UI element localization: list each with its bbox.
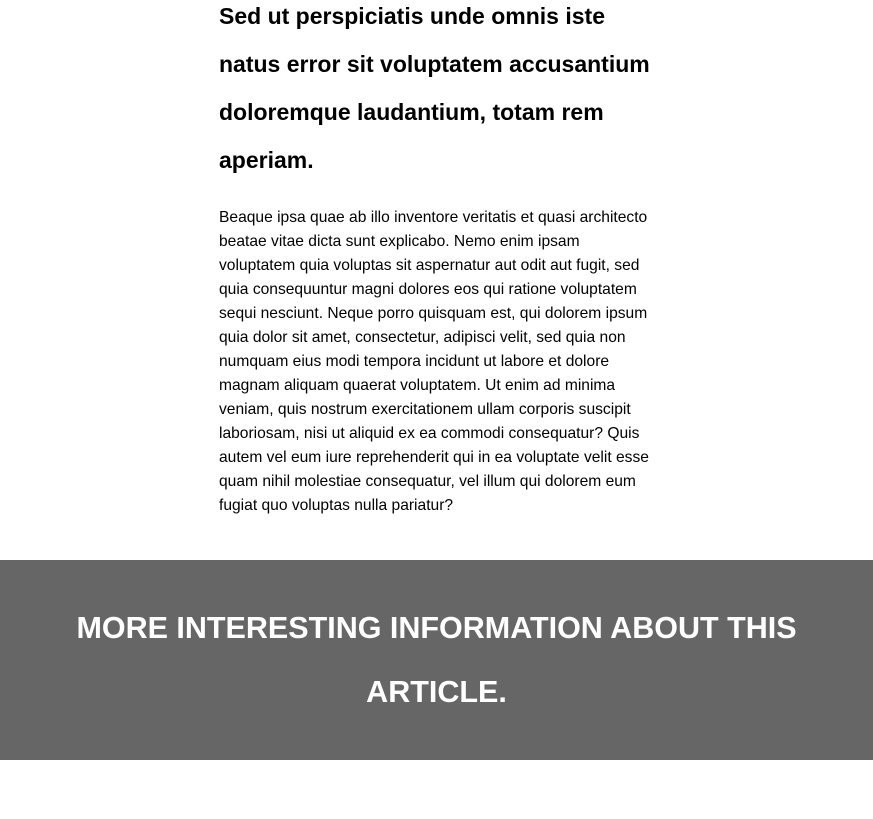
info-banner — [0, 560, 873, 760]
banner-heading: MORE INTERESTING INFORMATION ABOUT THIS ARTICLE. — [76, 611, 797, 709]
article-title: Sed ut perspiciatis unde omnis iste natus error sit voluptatem accusantium doloremque laudantium, totam rem aperiam. — [219, 3, 650, 173]
article — [219, 0, 659, 518]
article-body: Beaque ipsa quae ab illo inventore veritatis et quasi architecto beatae vitae dicta sunt explicabo. Nemo enim ipsam voluptatem quia voluptas sit aspernatur aut odit aut fugit, sed quia consequuntur magni dolores eos qui ratione voluptatem sequi nesciunt. Neque porro quisquam est, qui dolorem ipsum quia dolor sit amet, consectetur, adipisci velit, sed quia non numquam eius modi tempora incidunt ut labore et dolore magnam aliquam quaerat voluptatem. Ut enim ad minima veniam, quis nostrum exercitationem ullam corporis suscipit laboriosam, nisi ut aliquid ex ea commodi consequatur? Quis autem vel eum iure reprehenderit qui in ea voluptate velit esse quam nihil molestiae consequatur, vel illum qui dolorem eum fugiat quo voluptas nulla pariatur? — [219, 209, 649, 514]
